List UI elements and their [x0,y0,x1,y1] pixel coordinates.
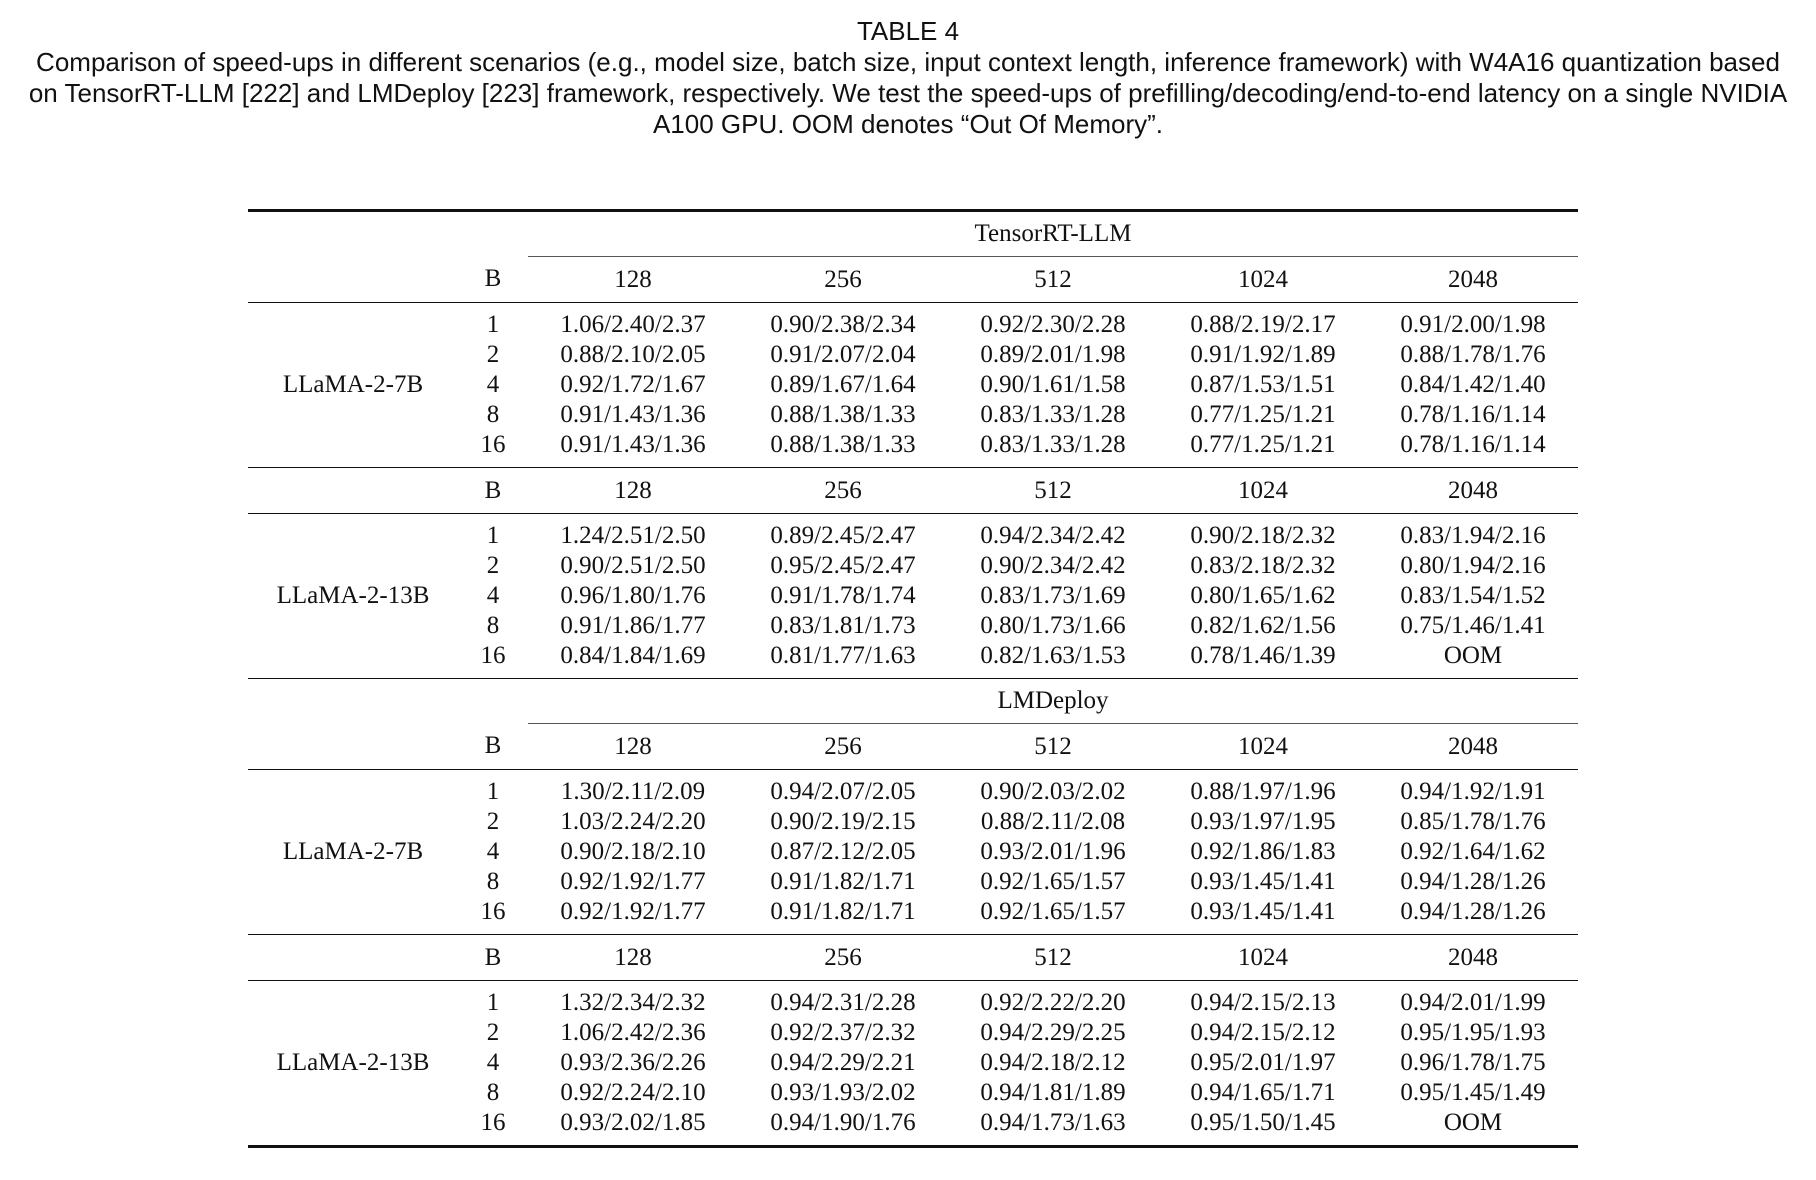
context-length-header: 1024 [1238,732,1288,760]
speedup-cell: 1.06/2.40/2.37 [560,311,706,338]
context-length-header: 256 [824,476,862,504]
speedup-cell: 0.90/2.51/2.50 [560,552,706,579]
speedup-cell: 0.83/2.18/2.32 [1190,552,1336,579]
speedup-cell: 0.94/1.28/1.26 [1400,868,1546,895]
speedup-cell: 0.91/1.86/1.77 [560,612,706,639]
context-length-header: 128 [614,265,652,293]
batch-size: 8 [486,868,500,895]
batch-size: 2 [486,1019,500,1046]
speedup-cell: 0.95/1.45/1.49 [1400,1079,1546,1106]
framework-name: TensorRT-LLM [528,212,1578,257]
batch-size: 1 [486,778,500,805]
context-length-header: 128 [614,476,652,504]
empty-cell [248,257,458,303]
framework-name: LMDeploy [528,679,1578,724]
spacer-row [248,770,1578,777]
speedup-cell: 0.84/1.42/1.40 [1400,371,1546,398]
speedup-cell: 0.82/1.63/1.53 [980,642,1126,669]
header-row [248,724,1578,770]
speedup-cell: 0.92/1.92/1.77 [560,898,706,925]
speedup-cell: 0.95/1.50/1.45 [1190,1109,1336,1136]
speedup-cell: 0.89/2.01/1.98 [980,341,1126,368]
speedup-cell: 0.90/1.61/1.58 [980,371,1126,398]
speedup-cell: 0.90/2.38/2.34 [770,311,916,338]
speedup-cell: 0.94/1.81/1.89 [980,1079,1126,1106]
context-length-header: 1024 [1238,943,1288,971]
speedup-cell: 0.87/1.53/1.51 [1190,371,1336,398]
model-name: LLaMA-2-13B [276,582,430,609]
context-length-header: 128 [614,943,652,971]
speedup-cell: 0.93/2.02/1.85 [560,1109,706,1136]
speedup-cell: 0.89/2.45/2.47 [770,522,916,549]
speedup-cell: 0.94/2.01/1.99 [1400,989,1546,1016]
speedup-cell: OOM [1443,642,1503,669]
speedup-cell: 0.90/2.03/2.02 [980,778,1126,805]
speedup-cell: 0.80/1.94/2.16 [1400,552,1546,579]
speedup-cell: 0.91/2.07/2.04 [770,341,916,368]
speedup-cell: 0.75/1.46/1.41 [1400,612,1546,639]
speedup-cell: 0.83/1.33/1.28 [980,401,1126,428]
speedup-cell: 0.83/1.73/1.69 [980,582,1126,609]
context-length-header: 2048 [1448,476,1498,504]
speedup-cell: 0.95/1.95/1.93 [1400,1019,1546,1046]
framework-row [248,679,1578,724]
speedup-cell: 0.94/2.29/2.21 [770,1049,916,1076]
batch-header: B [484,732,502,760]
context-length-header: 1024 [1238,265,1288,293]
speedup-cell: 0.94/2.31/2.28 [770,989,916,1016]
batch-size: 4 [486,371,500,398]
batch-size: 8 [486,401,500,428]
speedup-cell: OOM [1443,1109,1503,1136]
empty-cell [248,212,458,257]
speedup-cell: 0.94/2.29/2.25 [980,1019,1126,1046]
spacer-row [248,1138,1578,1147]
speedup-cell: 0.96/1.80/1.76 [560,582,706,609]
spacer-row [248,514,1578,521]
speedup-cell: 0.93/1.45/1.41 [1190,898,1336,925]
batch-size: 1 [486,989,500,1016]
context-length-header: 128 [614,732,652,760]
batch-size: 8 [486,612,500,639]
context-length-header: 512 [1034,265,1072,293]
speedup-cell: 0.91/1.82/1.71 [770,868,916,895]
speedup-cell: 0.91/1.82/1.71 [770,898,916,925]
spacer-row [248,927,1578,935]
speedup-cell: 0.88/1.38/1.33 [770,431,916,458]
batch-size: 16 [480,898,506,925]
table-row [248,521,1578,551]
speedup-cell: 0.94/2.15/2.12 [1190,1019,1336,1046]
empty-cell [248,935,458,981]
model-name: LLaMA-2-7B [282,371,424,398]
table-row [248,777,1578,807]
context-length-header: 512 [1034,476,1072,504]
header-row [248,468,1578,514]
speedup-cell: 0.95/2.45/2.47 [770,552,916,579]
model-name: LLaMA-2-13B [276,1049,430,1076]
speedup-cell: 0.90/2.18/2.10 [560,838,706,865]
speedup-cell: 0.91/1.78/1.74 [770,582,916,609]
context-length-header: 256 [824,265,862,293]
speedup-cell: 0.84/1.84/1.69 [560,642,706,669]
spacer-row [248,671,1578,679]
speedup-cell: 0.94/2.18/2.12 [980,1049,1126,1076]
context-length-header: 2048 [1448,943,1498,971]
speedup-cell: 0.85/1.78/1.76 [1400,808,1546,835]
header-row [248,257,1578,303]
speedup-cell: 0.78/1.46/1.39 [1190,642,1336,669]
batch-size: 4 [486,838,500,865]
speedup-cell: 0.88/1.97/1.96 [1190,778,1336,805]
speedup-cell: 1.06/2.42/2.36 [560,1019,706,1046]
table-label: TABLE 4 [856,16,960,46]
batch-size: 4 [486,1049,500,1076]
batch-header: B [484,476,502,504]
speedup-cell: 0.90/2.34/2.42 [980,552,1126,579]
batch-size: 2 [486,341,500,368]
speedup-cell: 1.30/2.11/2.09 [560,778,706,805]
speedup-cell: 0.92/1.72/1.67 [560,371,706,398]
speedup-cell: 0.90/2.18/2.32 [1190,522,1336,549]
speedup-cell: 0.92/1.65/1.57 [980,898,1126,925]
speedup-cell: 0.78/1.16/1.14 [1400,431,1546,458]
spacer-row [248,303,1578,310]
speedup-cell: 0.83/1.54/1.52 [1400,582,1546,609]
speedup-cell: 0.82/1.62/1.56 [1190,612,1336,639]
speedup-cell: 0.94/2.07/2.05 [770,778,916,805]
speedup-cell: 0.90/2.19/2.15 [770,808,916,835]
speedup-cell: 0.94/2.34/2.42 [980,522,1126,549]
speedup-cell: 0.88/1.38/1.33 [770,401,916,428]
speedup-cell: 1.03/2.24/2.20 [560,808,706,835]
framework-row [248,212,1578,257]
batch-size: 8 [486,1079,500,1106]
speedup-cell: 0.77/1.25/1.21 [1190,431,1336,458]
table-row [248,310,1578,340]
batch-size: 1 [486,522,500,549]
batch-header: B [484,943,502,971]
speedup-cell: 0.94/1.92/1.91 [1400,778,1546,805]
speedup-cell: 0.93/1.97/1.95 [1190,808,1336,835]
speedup-cell: 1.32/2.34/2.32 [560,989,706,1016]
context-length-header: 512 [1034,943,1072,971]
speedup-cell: 0.88/2.10/2.05 [560,341,706,368]
speedup-cell: 0.87/2.12/2.05 [770,838,916,865]
speedup-cell: 0.91/1.92/1.89 [1190,341,1336,368]
speedup-cell: 0.88/1.78/1.76 [1400,341,1546,368]
speedup-cell: 0.92/2.30/2.28 [980,311,1126,338]
speedup-cell: 0.91/1.43/1.36 [560,401,706,428]
speedup-cell: 0.92/2.22/2.20 [980,989,1126,1016]
batch-size: 2 [486,552,500,579]
model-name: LLaMA-2-7B [282,838,424,865]
context-length-header: 2048 [1448,732,1498,760]
speedup-cell: 0.88/2.11/2.08 [980,808,1126,835]
batch-size: 2 [486,808,500,835]
speedup-cell: 0.96/1.78/1.75 [1400,1049,1546,1076]
speedup-cell: 0.83/1.81/1.73 [770,612,916,639]
spacer-row [248,981,1578,988]
header-row [248,935,1578,981]
table-caption [0,16,1816,140]
speedup-cell: 0.83/1.94/2.16 [1400,522,1546,549]
speedup-cell: 0.92/1.86/1.83 [1190,838,1336,865]
speedup-cell: 0.93/2.36/2.26 [560,1049,706,1076]
speedup-cell: 0.92/2.37/2.32 [770,1019,916,1046]
batch-size: 4 [486,582,500,609]
table-rule [248,1147,1578,1149]
speedup-cell: 0.91/1.43/1.36 [560,431,706,458]
table-row [248,988,1578,1018]
speedup-table [248,209,1578,1148]
speedup-cell: 0.94/1.28/1.26 [1400,898,1546,925]
context-length-header: 256 [824,732,862,760]
batch-header: B [484,265,502,293]
speedup-cell: 0.94/1.90/1.76 [770,1109,916,1136]
speedup-cell: 0.92/1.65/1.57 [980,868,1126,895]
empty-cell [248,679,458,724]
speedup-cell: 0.95/2.01/1.97 [1190,1049,1336,1076]
speedup-cell: 1.24/2.51/2.50 [560,522,706,549]
speedup-cell: 0.93/1.93/2.02 [770,1079,916,1106]
speedup-cell: 0.91/2.00/1.98 [1400,311,1546,338]
speedup-cell: 0.94/1.73/1.63 [980,1109,1126,1136]
speedup-cell: 0.83/1.33/1.28 [980,431,1126,458]
empty-cell [248,468,458,514]
context-length-header: 1024 [1238,476,1288,504]
speedup-cell: 0.94/2.15/2.13 [1190,989,1336,1016]
batch-size: 16 [480,642,506,669]
empty-cell [458,679,528,724]
batch-size: 16 [480,1109,506,1136]
empty-cell [458,212,528,257]
speedup-cell: 0.92/2.24/2.10 [560,1079,706,1106]
empty-cell [248,724,458,770]
speedup-cell: 0.89/1.67/1.64 [770,371,916,398]
batch-size: 16 [480,431,506,458]
speedup-cell: 0.80/1.65/1.62 [1190,582,1336,609]
speedup-cell: 0.93/1.45/1.41 [1190,868,1336,895]
context-length-header: 512 [1034,732,1072,760]
caption-text: Comparison of speed-ups in different scenarios (e.g., model size, batch size, input context length, inference framework) with W4A16 quantization based on TensorRT-LLM [222] and LMDeploy [223] framework, respectively. We test the speed-ups of prefilling/decoding/end-to-end latency on a single NVIDIA A100 GPU. OOM denotes “Out Of Memory”. [28,47,1788,139]
speedup-cell: 0.92/1.92/1.77 [560,868,706,895]
spacer-row [248,460,1578,468]
speedup-cell: 0.78/1.16/1.14 [1400,401,1546,428]
speedup-cell: 0.92/1.64/1.62 [1400,838,1546,865]
speedup-cell: 0.81/1.77/1.63 [770,642,916,669]
context-length-header: 2048 [1448,265,1498,293]
batch-size: 1 [486,311,500,338]
speedup-cell: 0.88/2.19/2.17 [1190,311,1336,338]
context-length-header: 256 [824,943,862,971]
speedup-cell: 0.94/1.65/1.71 [1190,1079,1336,1106]
speedup-cell: 0.77/1.25/1.21 [1190,401,1336,428]
speedup-cell: 0.80/1.73/1.66 [980,612,1126,639]
speedup-cell: 0.93/2.01/1.96 [980,838,1126,865]
